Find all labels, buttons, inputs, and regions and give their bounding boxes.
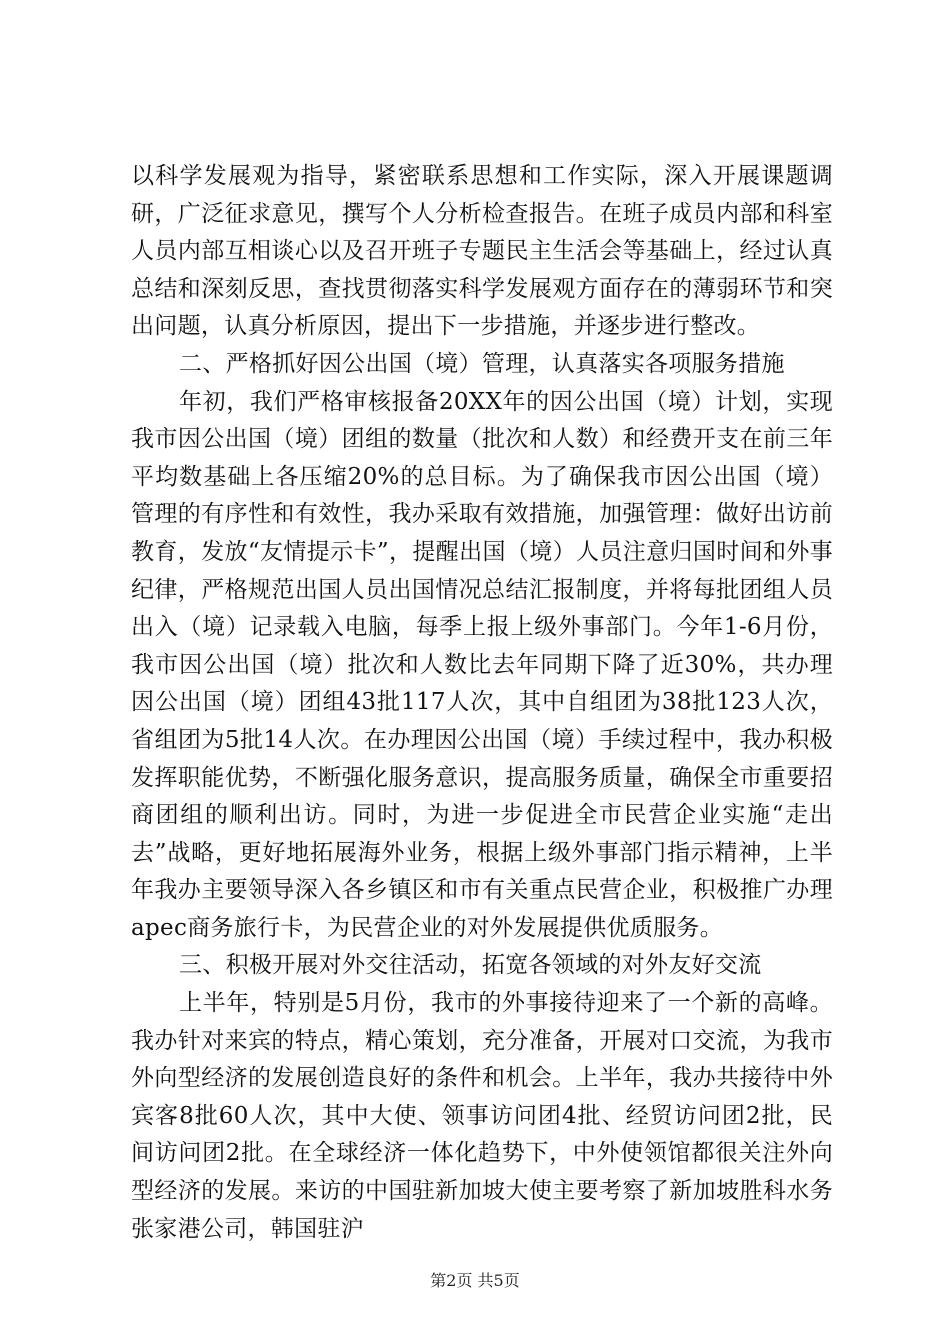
paragraph-continuation: 以科学发展观为指导，紧密联系思想和工作实际，深入开展课题调研，广泛征求意见，撰写个人分析检查报告。在班子成员内部和科室人员内部互相谈心以及召开班子专题民主生活会等基础上，经过认真总结和深刻反思，查找贯彻落实科学发展观方面存在的薄弱环节和突出问题，认真分析原因，提出下一步措施，并逐步进行整改。 <box>131 163 833 340</box>
section-heading-2: 二、严格抓好因公出国（境）管理，认真落实各项服务措施 <box>179 350 785 377</box>
paragraph-outbound-visits: 年初，我们严格审核报备20XX年的因公出国（境）计划，实现我市因公出国（境）团组的数量（批次和人数）和经费开支在前三年平均数基础上各压缩20%的总目标。为了确保我市因公出国（境）管理的有序性和有效性，我办采取有效措施，加强管理：做好出访前教育，发放“友情提示卡”，提醒出国（境）人员注意归国时间和外事纪律，严格规范出国人员出国情况总结汇报制度，并将每批团组人员出入（境）记录载入电脑，每季上报上级外事部门。今年1-6月份，我市因公出国（境）批次和人数比去年同期下降了近30%，共办理因公出国（境）团组43批117人次，其中自组团为38批123人次，省组团为5批14人次。在办理因公出国（境）手续过程中，我办积极发挥职能优势，不断强化服务意识，提高服务质量，确保全市重要招商团组的顺利出访。同时，为进一步促进全市民营企业实施“走出去”战略，更好地拓展海外业务，根据上级外事部门指示精神，上半年我办主要领导深入各乡镇区和市有关重点民营企业，积极推广办理apec商务旅行卡，为民营企业的对外发展提供优质服务。 <box>131 388 833 941</box>
section-heading-3: 三、积极开展对外交往活动，拓宽各领域的对外友好交流 <box>179 952 762 979</box>
body-text <box>131 158 833 1248</box>
paragraph-foreign-exchange: 上半年，特别是5月份，我市的外事接待迎来了一个新的高峰。我办针对来宾的特点，精心策划，充分准备，开展对口交流，为我市外向型经济的发展创造良好的条件和机会。上半年，我办共接待中外宾客8批60人次，其中大使、领事访问团4批、经贸访问团2批，民间访问团2批。在全球经济一体化趋势下，中外使领馆都很关注外向型经济的发展。来访的中国驻新加坡大使主要考察了新加坡胜科水务张家港公司，韩国驻沪 <box>131 990 833 1242</box>
page-number-footer: 第2页 共5页 <box>430 1271 520 1290</box>
